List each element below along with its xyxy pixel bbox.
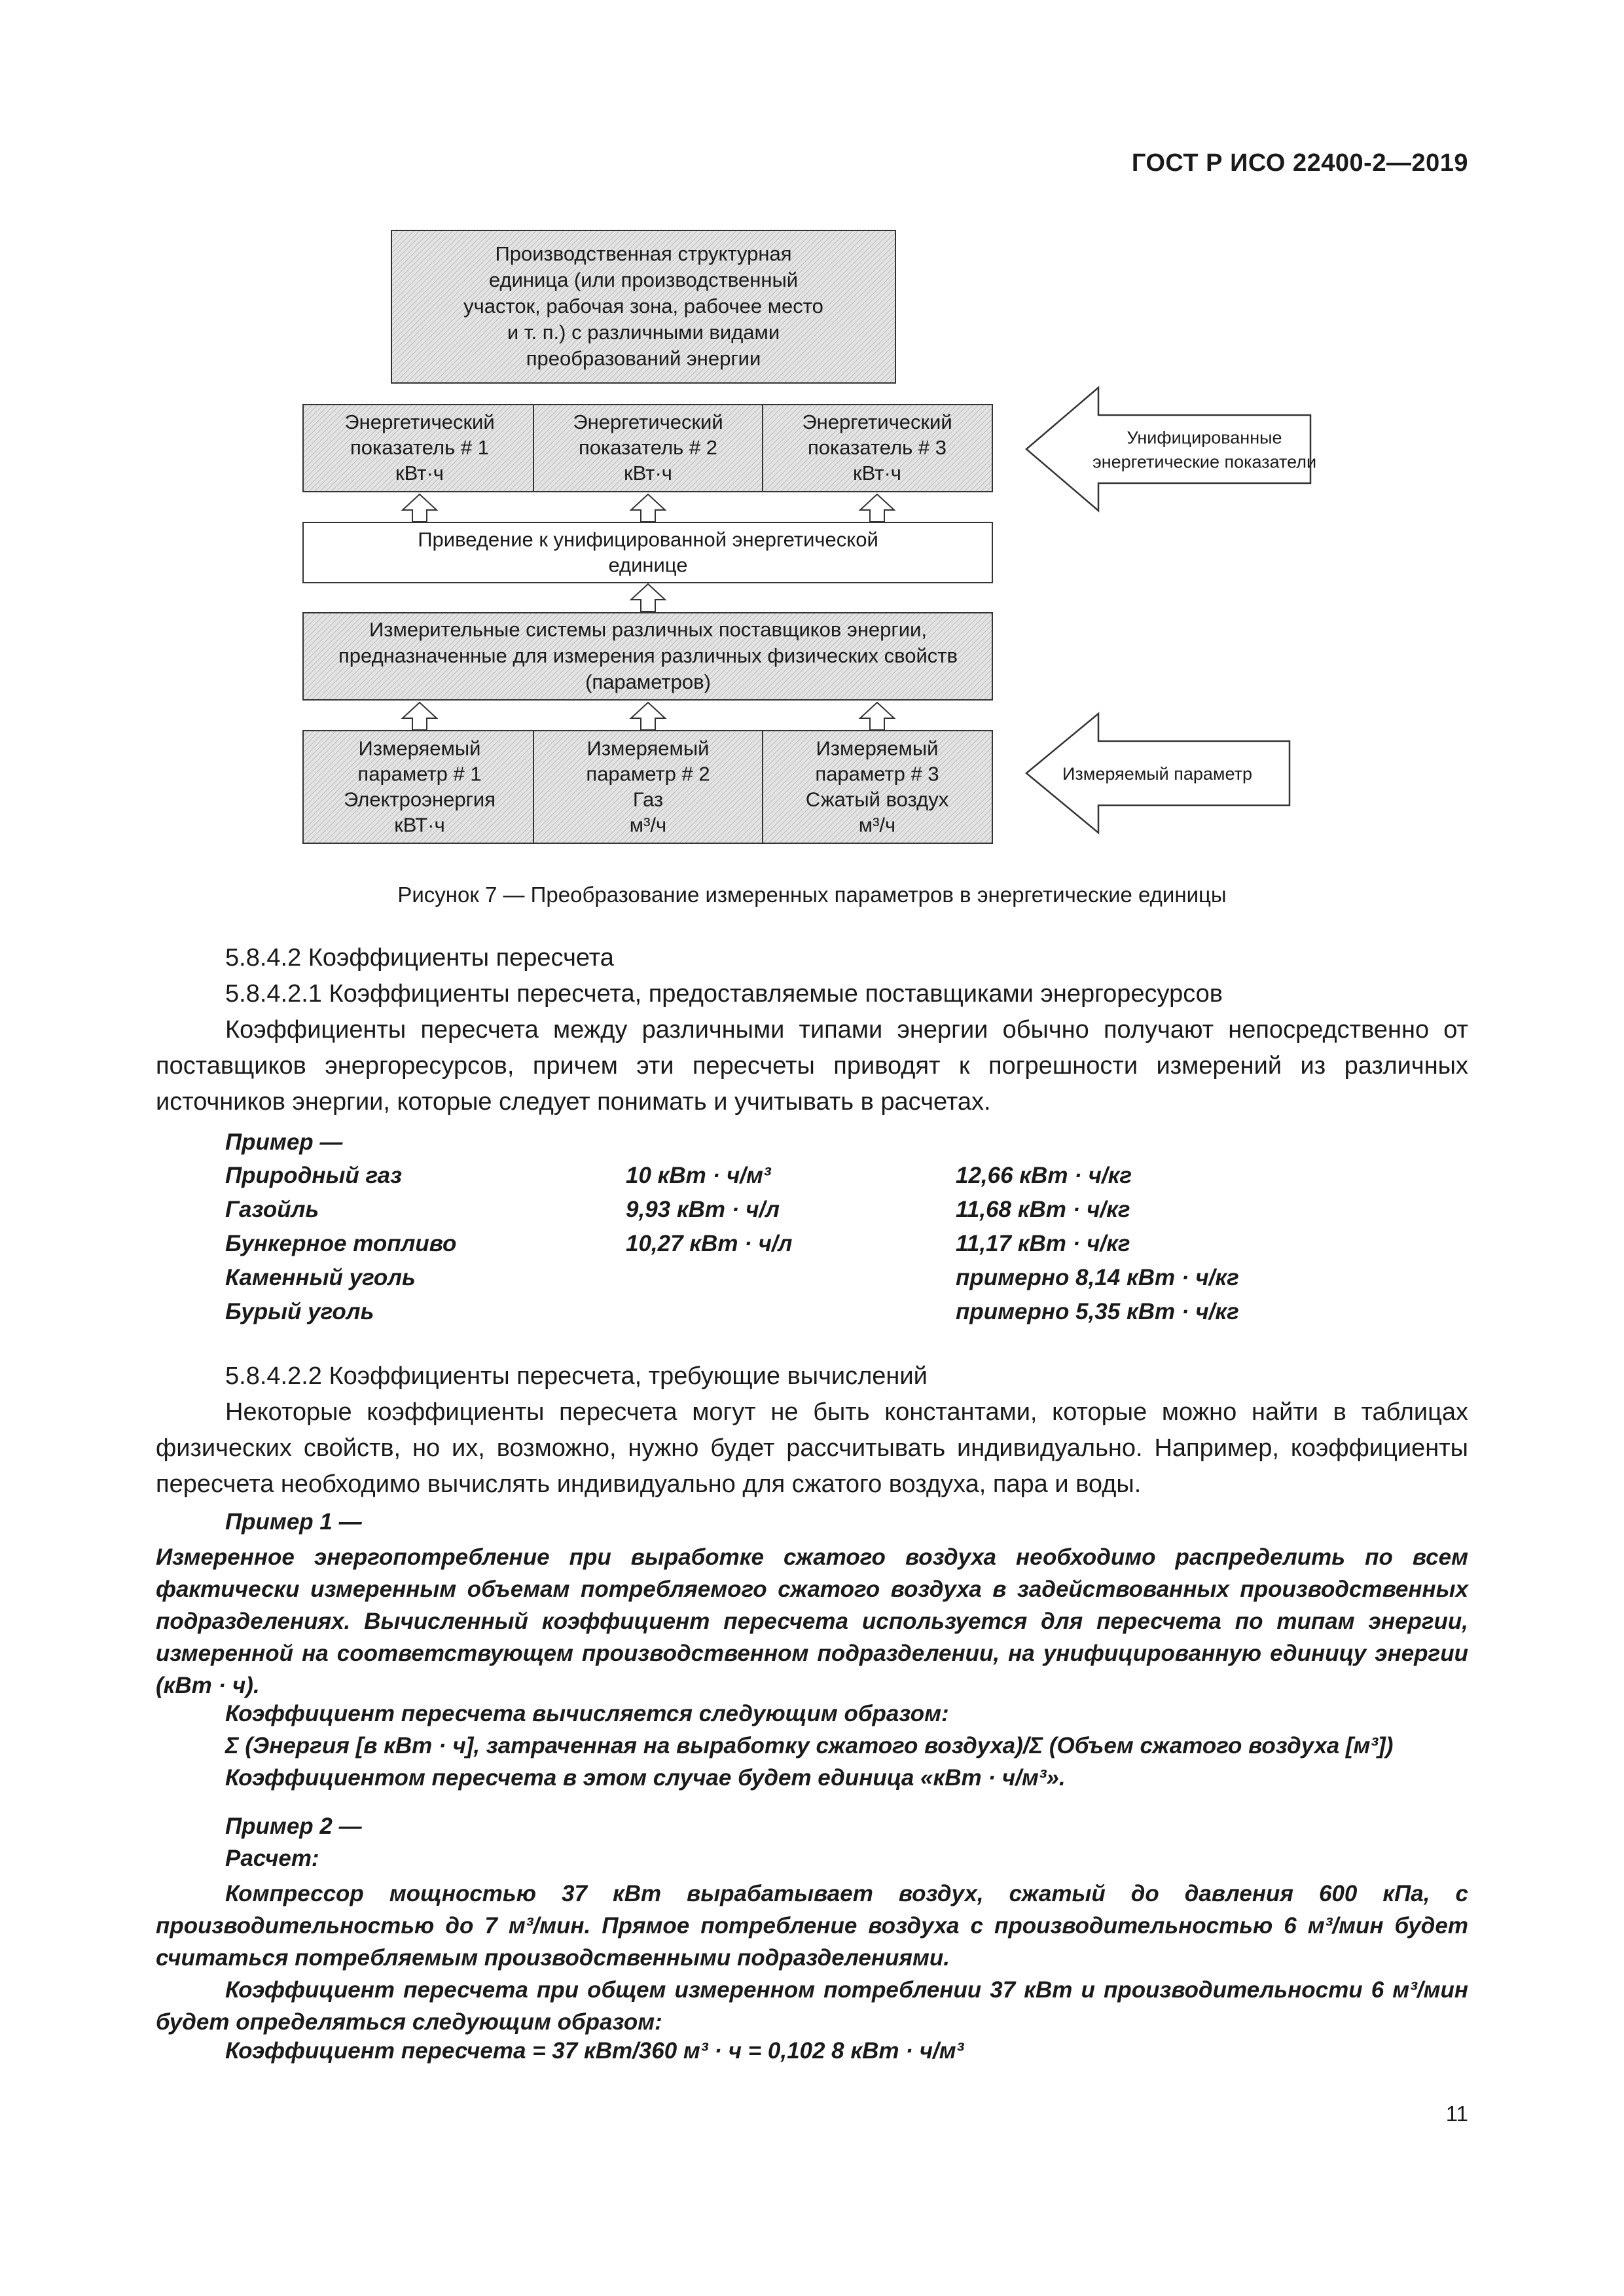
production-unit-text: Производственная структурная	[495, 242, 792, 265]
example-2-text-2: Коэффициент пересчета при общем измеренном потреблении 37 кВт и производительности 6 м³/мин будет определяться следующим образом:	[156, 1977, 1468, 2035]
fuel-table-cell-v1: 10,27 кВт · ч/л	[626, 1231, 793, 1256]
unified-indicators-label: энергетические показатели	[1092, 452, 1317, 472]
fuel-table-cell-v2: 11,68 кВт · ч/кг	[956, 1197, 1130, 1222]
indicator-text: показатель # 3	[808, 436, 947, 459]
parameter-text: Измеряемый	[816, 737, 939, 760]
example-1-calc-intro: Коэффициент пересчета вычисляется следующим образом:	[225, 1701, 949, 1726]
up-arrow	[631, 702, 665, 730]
fuel-table-cell-v2: примерно 5,35 кВт · ч/кг	[956, 1299, 1239, 1324]
parameter-text: параметр # 2	[586, 762, 710, 786]
fuel-table-cell-v2: 11,17 кВт · ч/кг	[956, 1231, 1130, 1256]
indicator-text: Энергетический	[573, 410, 723, 433]
parameter-text: параметр # 3	[815, 762, 939, 786]
production-unit-text: участок, рабочая зона, рабочее место	[463, 295, 823, 318]
unify-text: Приведение к унифицированной энергетической	[418, 528, 878, 551]
measured-parameter-label: Измеряемый параметр	[1062, 764, 1252, 784]
indicator-text: кВт·ч	[395, 462, 444, 484]
parameter-text: Измеряемый	[358, 737, 481, 760]
parameter-text: Измеряемый	[586, 737, 710, 760]
parameter-text: м³/ч	[629, 813, 667, 837]
fuel-table-cell-name: Каменный уголь	[225, 1265, 416, 1290]
up-arrow	[631, 584, 665, 611]
example-2-text-1: Компрессор мощностью 37 кВт вырабатывает воздух, сжатый до давления 600 кПа, с производительностью до 7 м³/мин. Прямое потребление воздуха с производительностью 6 м³/мин будет считаться потребляемым производственными подразделениями.	[156, 1881, 1468, 1971]
example-1-text: Измеренное энергопотребление при выработке сжатого воздуха необходимо распределить по всем фактически измеренным объемам потребляемого сжатого воздуха в задействованных производственных подразделениях. Вычисленный коэффициент пересчета используется для пересчета по типам энергии, измеренной на соответствующем производственном подразделении, на унифицированную единицу энергии (кВт · ч).	[156, 1544, 1468, 1698]
example-1-label: Пример 1 —	[225, 1509, 362, 1535]
example-2-label: Пример 2 —	[225, 1813, 362, 1839]
energy-conversion-diagram	[0, 0, 1624, 877]
parameter-text: кВТ·ч	[394, 813, 445, 837]
document-header: ГОСТ Р ИСО 22400-2—2019	[1131, 149, 1468, 177]
production-unit-text: и т. п.) с различными видами	[507, 321, 780, 344]
unified-indicators-arrow	[1026, 388, 1310, 511]
paragraph-suppliers: Коэффициенты пересчета между различными типами энергии обычно получают непосредственно от поставщиков энергоресурсов, причем эти пересчеты приводят к погрешности измерений из различных источников энергии, которые следует понимать и учитывать в расчетах.	[156, 1016, 1468, 1116]
unified-indicators-label: Унифицированные	[1127, 428, 1282, 448]
fuel-table-cell-v2: примерно 8,14 кВт · ч/кг	[956, 1265, 1239, 1290]
fuel-table-cell-v1: 9,93 кВт · ч/л	[626, 1197, 780, 1222]
unify-text: единице	[608, 553, 688, 577]
production-unit-text: преобразований энергии	[526, 347, 761, 370]
measurement-systems-text: предназначенные для измерения различных физических свойств	[338, 644, 958, 667]
example-2-result: Коэффициент пересчета = 37 кВт/360 м³ · ч = 0,102 8 кВт · ч/м³	[225, 2038, 964, 2064]
up-arrow	[631, 494, 665, 522]
indicator-text: показатель # 2	[579, 436, 717, 459]
indicator-text: кВт·ч	[624, 462, 672, 484]
figure-caption: Рисунок 7 — Преобразование измеренных параметров в энергетические единицы	[397, 883, 1227, 907]
example-label: Пример —	[225, 1129, 343, 1155]
fuel-table-cell-name: Природный газ	[225, 1163, 403, 1188]
page-number: 11	[1445, 2102, 1468, 2126]
parameter-text: параметр # 1	[357, 762, 482, 786]
fuel-table-cell-name: Бурый уголь	[225, 1299, 374, 1324]
indicator-text: Энергетический	[802, 410, 952, 433]
indicator-text: показатель # 1	[350, 436, 489, 459]
up-arrow	[403, 494, 437, 522]
parameter-text: Газ	[632, 788, 664, 811]
indicator-text: Энергетический	[344, 410, 495, 433]
parameter-text: м³/ч	[858, 813, 896, 837]
paragraph-calculated: Некоторые коэффициенты пересчета могут не быть константами, которые можно найти в таблицах физических свойств, но их, возможно, нужно будет рассчитывать индивидуально. Например, коэффициенты пересчета необходимо вычислять индивидуально для сжатого воздуха, пара и воды.	[156, 1398, 1468, 1498]
fuel-table-cell-name: Бункерное топливо	[225, 1231, 457, 1256]
section-5-8-4-2-1: 5.8.4.2.1 Коэффициенты пересчета, предоставляемые поставщиками энергоресурсов	[225, 980, 1223, 1008]
up-arrow	[403, 702, 437, 730]
measurement-systems-text: (параметров)	[585, 670, 711, 693]
indicator-text: кВт·ч	[853, 462, 901, 484]
example-1-formula: Σ (Энергия [в кВт · ч], затраченная на выработку сжатого воздуха)/Σ (Объем сжатого воздуха [м³])	[225, 1733, 1394, 1758]
section-5-8-4-2: 5.8.4.2 Коэффициенты пересчета	[225, 944, 614, 972]
parameter-text: Сжатый воздух	[805, 788, 949, 811]
measurement-systems-text: Измерительные системы различных поставщиков энергии,	[369, 618, 927, 641]
fuel-table-cell-name: Газойль	[225, 1197, 319, 1222]
example-2-calc: Расчет:	[225, 1846, 319, 1871]
production-unit-text: единица (или производственный	[488, 268, 799, 291]
fuel-table-cell-v2: 12,66 кВт · ч/кг	[956, 1163, 1132, 1188]
example-1-result: Коэффициентом пересчета в этом случае будет единица «кВт · ч/м³».	[225, 1765, 1066, 1791]
section-5-8-4-2-2: 5.8.4.2.2 Коэффициенты пересчета, требующие вычислений	[225, 1362, 928, 1390]
fuel-table-cell-v1: 10 кВт · ч/м³	[626, 1163, 771, 1188]
up-arrow	[860, 702, 894, 730]
parameter-text: Электроэнергия	[343, 788, 496, 811]
up-arrow	[860, 494, 894, 522]
